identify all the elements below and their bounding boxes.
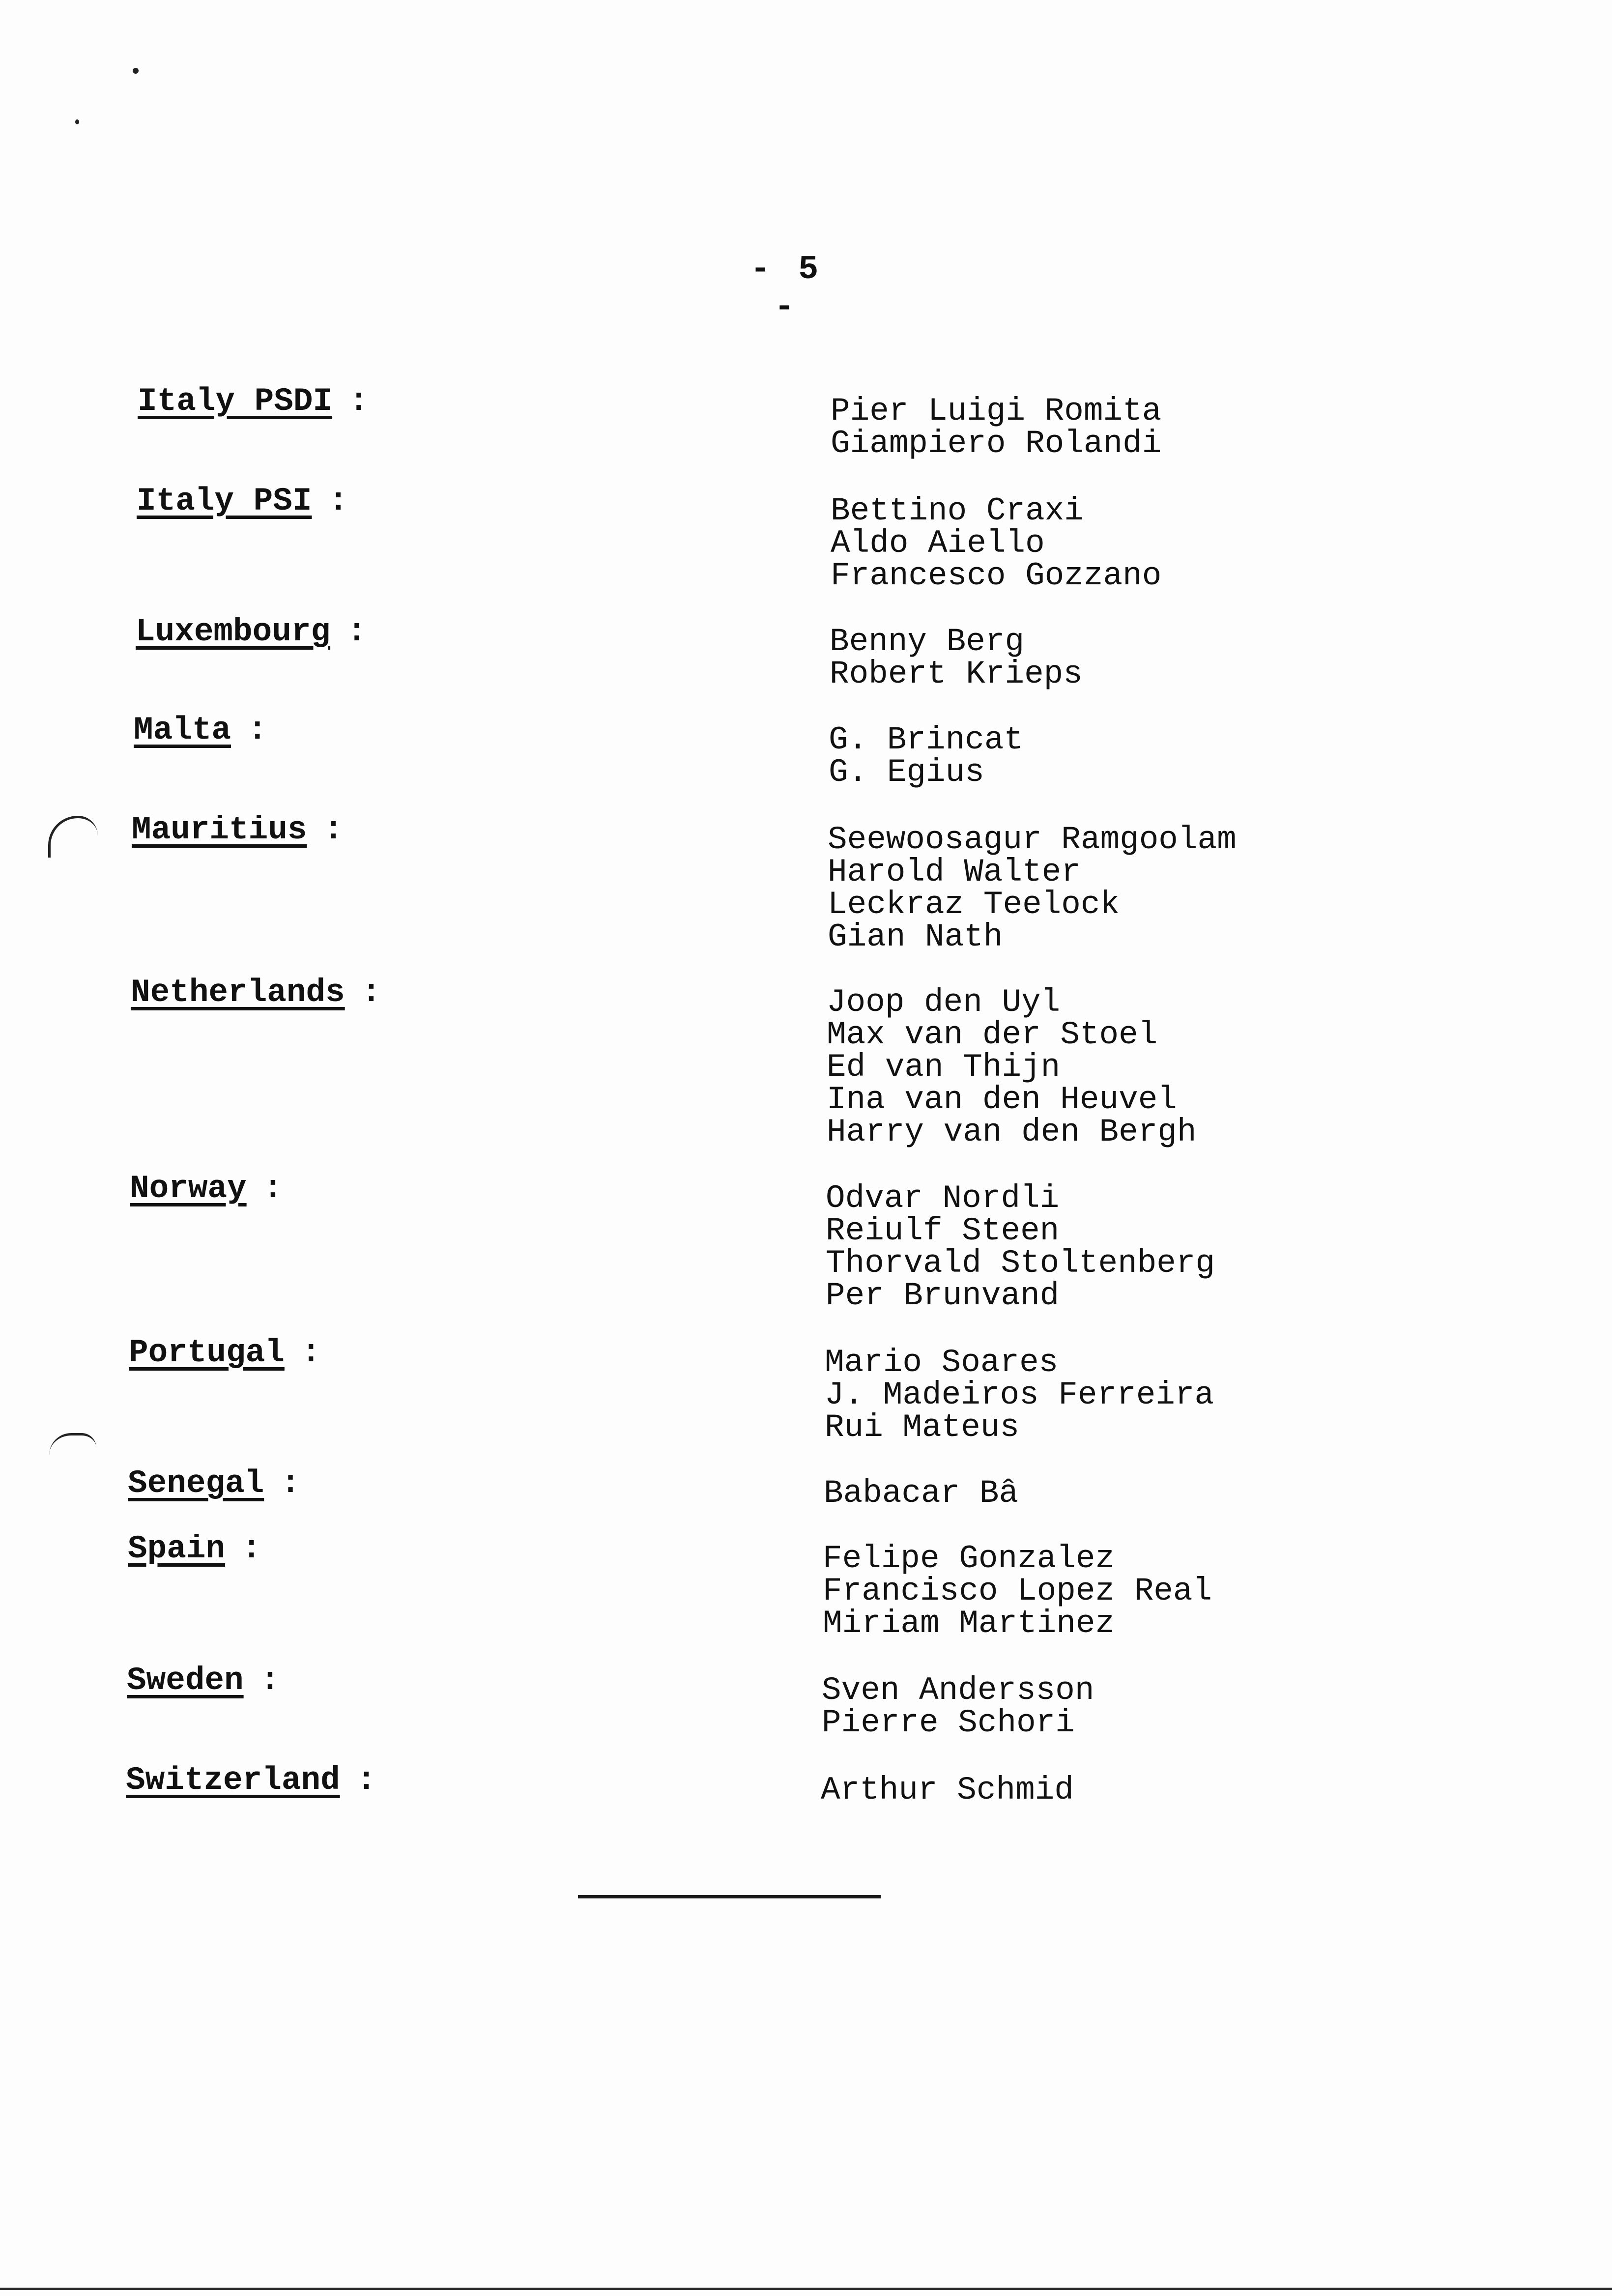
scan-edge-line	[0, 2288, 1612, 2290]
delegate-name: Francisco Lopez Real	[823, 1573, 1212, 1609]
delegate-name: Sven Andersson	[822, 1672, 1094, 1709]
delegate-name: Robert Krieps	[830, 656, 1083, 692]
delegate-name: G. Egius	[829, 754, 984, 791]
delegate-name: Miriam Martinez	[823, 1605, 1115, 1642]
country-colon: :	[248, 712, 267, 748]
end-rule	[578, 1895, 881, 1898]
country-heading	[130, 1172, 283, 1206]
country-colon: :	[323, 811, 344, 848]
country-name: Switzerland	[126, 1762, 340, 1799]
delegate-name: Benny Berg	[830, 623, 1025, 660]
country-name: Luxembourg	[136, 613, 331, 650]
delegate-name: Harold Walter	[828, 854, 1081, 890]
country-heading	[128, 1532, 261, 1566]
delegate-name: Rui Mateus	[825, 1409, 1020, 1446]
delegate-name: J. Madeiros Ferreira	[825, 1377, 1214, 1413]
delegate-name: Bettino Craxi	[831, 492, 1084, 529]
country-heading	[127, 1664, 280, 1698]
delegate-name: Max van der Stoel	[827, 1016, 1158, 1053]
page-number: - 5 -	[750, 251, 823, 326]
delegate-name: Ed van Thijn	[827, 1049, 1061, 1086]
country-name: Italy PSDI	[138, 383, 333, 420]
country-heading	[134, 713, 267, 747]
country-name: Norway	[130, 1170, 247, 1207]
delegate-name: Giampiero Rolandi	[831, 425, 1162, 462]
country-heading	[137, 484, 348, 518]
country-heading	[136, 615, 367, 649]
country-heading	[128, 1466, 300, 1501]
delegate-name: Harry van den Bergh	[827, 1114, 1197, 1150]
delegate-names	[823, 1540, 1212, 1642]
country-colon: :	[281, 1465, 300, 1502]
country-heading	[132, 813, 343, 847]
delegate-name: Reiulf Steen	[826, 1212, 1060, 1249]
delegate-names	[825, 1344, 1214, 1446]
delegate-names	[826, 1182, 1215, 1312]
scan-speck	[133, 68, 139, 74]
delegate-names	[830, 623, 1083, 692]
delegate-name: Babacar Bâ	[824, 1475, 1019, 1512]
delegate-name: Joop den Uyl	[827, 984, 1061, 1021]
delegate-names	[831, 492, 1162, 594]
country-name: Portugal	[129, 1334, 285, 1371]
country-colon: :	[361, 974, 381, 1011]
country-name: Italy PSI	[137, 483, 312, 519]
delegate-name: Ina van den Heuvel	[827, 1081, 1177, 1118]
delegate-name: Pierre Schori	[822, 1704, 1075, 1741]
delegate-name: Felipe Gonzalez	[823, 1540, 1115, 1577]
delegate-name: Per Brunvand	[826, 1277, 1060, 1314]
delegate-name: Thorvald Stoltenberg	[826, 1245, 1215, 1282]
delegate-names	[827, 986, 1197, 1148]
delegate-name: Arthur Schmid	[821, 1772, 1074, 1808]
country-colon: :	[347, 613, 367, 650]
delegate-name: Odvar Nordli	[826, 1180, 1060, 1217]
country-name: Netherlands	[131, 974, 345, 1011]
delegate-names	[831, 395, 1161, 460]
country-heading	[129, 1336, 320, 1370]
delegate-name: Leckraz Teelock	[828, 886, 1120, 923]
country-colon: :	[260, 1662, 280, 1699]
scan-speck	[75, 119, 79, 124]
delegate-name: G. Brincat	[829, 721, 1024, 758]
country-name: Senegal	[128, 1465, 264, 1502]
country-colon: :	[242, 1530, 261, 1567]
delegate-names	[821, 1774, 1074, 1807]
country-colon: :	[263, 1170, 283, 1207]
country-colon: :	[349, 383, 369, 420]
country-colon: :	[301, 1334, 321, 1371]
delegate-names	[828, 821, 1237, 955]
country-heading	[126, 1763, 376, 1798]
delegate-name: Aldo Aiello	[831, 525, 1045, 562]
country-name: Spain	[128, 1530, 226, 1567]
delegate-name: Mario Soares	[825, 1344, 1059, 1381]
country-name: Mauritius	[132, 811, 307, 848]
country-heading	[131, 976, 381, 1010]
delegate-names	[822, 1674, 1094, 1739]
country-heading	[138, 384, 369, 419]
country-colon: :	[328, 483, 348, 519]
country-name: Sweden	[127, 1662, 244, 1699]
delegate-name: Gian Nath	[828, 918, 1003, 955]
delegate-name: Seewoosagur Ramgoolam	[828, 821, 1237, 858]
delegate-name: Francesco Gozzano	[831, 557, 1162, 594]
delegate-names	[824, 1477, 1018, 1510]
country-name: Malta	[134, 712, 231, 748]
country-colon: :	[356, 1762, 376, 1799]
delegate-names	[829, 721, 1024, 791]
delegate-name: Pier Luigi Romita	[831, 393, 1162, 430]
